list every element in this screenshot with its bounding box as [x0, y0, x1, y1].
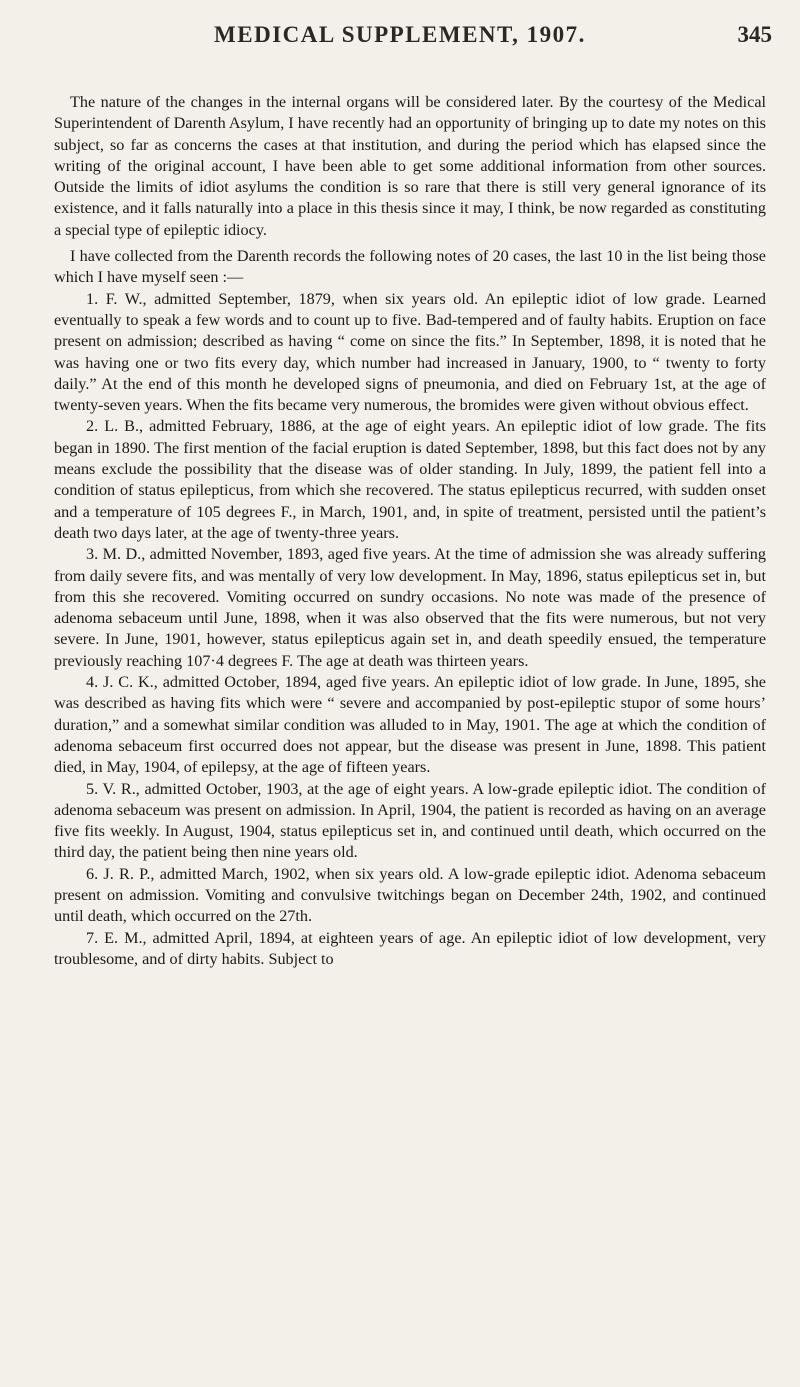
running-head: [0, 22, 800, 62]
case-entry-1: 1. F. W., admitted September, 1879, when six years old. An epileptic idiot of low grade. Learned eventually to speak a few words and to count up to five. Bad-tempered and of faulty habits. Eruption on face present on admission; described as having “ come on since the fits.” In September, 1898, it is noted that he was having one or two fits every day, which number had increased in January, 1900, to “ twenty to forty daily.” At the end of this month he developed signs of pneumonia, and died on February 1st, at the age of twenty-seven years. When the fits became very numerous, the bromides were given without obvious effect.: [54, 289, 766, 415]
paragraph-collection-note: I have collected from the Darenth records the following notes of 20 cases, the last 10 in the list being those which I have myself seen :—: [54, 247, 766, 287]
paragraph-intro: The nature of the changes in the internal organs will be considered later. By the courtesy of the Medical Superintendent of Darenth Asylum, I have recently had an opportunity of bringing up to date my notes on this subject, so far as concerns the cases at that institution, and during the period which has elapsed since the writing of the original account, I have been able to get some additional information from other sources. Outside the limits of idiot asylums the condition is so rare that there is still very general ignorance of its existence, and it falls naturally into a place in this thesis since it may, I think, be now regarded as constituting a special type of epileptic idiocy.: [54, 93, 766, 239]
body-text: [54, 92, 766, 970]
case-entry-2: 2. L. B., admitted February, 1886, at the age of eight years. An epileptic idiot of low grade. The fits began in 1890. The first mention of the facial eruption is dated September, 1898, but this fact does not by any means exclude the possibility that the disease was of older standing. In July, 1899, the patient fell into a condition of status epilepticus, from which she recovered. The status epilepticus recurred, with sudden onset and a temperature of 105 degrees F., in March, 1901, and, in spite of treatment, persisted until the patient’s death two days later, at the age of twenty-three years.: [54, 417, 766, 542]
case-entry-7: 7. E. M., admitted April, 1894, at eighteen years of age. An epileptic idiot of low development, very troublesome, and of dirty habits. Subject to: [54, 928, 766, 968]
case-entry-6: 6. J. R. P., admitted March, 1902, when six years old. A low-grade epileptic idiot. Adenoma sebaceum present on admission. Vomiting and convulsive twitchings began on December 24th, 1902, and continued until death, which occurred on the 27th.: [54, 864, 766, 926]
case-entry-3: 3. M. D., admitted November, 1893, aged five years. At the time of admission she was already suffering from daily severe fits, and was mentally of very low development. In May, 1896, status epilepticus set in, but from this she recovered. Vomiting occurred on sundry occasions. No note was made of the presence of adenoma sebaceum until June, 1898, when it was also observed that the fits were numerous, but not very severe. In June, 1901, however, status epilepticus again set in, and death speedily ensued, the temperature previously reaching 107·4 degrees F. The age at death was thirteen years.: [54, 545, 766, 670]
case-entry-4: 4. J. C. K., admitted October, 1894, aged five years. An epileptic idiot of low grade. In June, 1895, she was described as having fits which were “ severe and accompanied by post-epileptic stupor of some hours’ duration,” and a somewhat similar condition was alluded to in May, 1901. The age at which the condition of adenoma sebaceum first occurred does not appear, but the disease was present in June, 1898. This patient died, in May, 1904, of epilepsy, at the age of fifteen years.: [54, 673, 766, 777]
case-entry-5: 5. V. R., admitted October, 1903, at the age of eight years. A low-grade epileptic idiot. The condition of adenoma sebaceum was present on admission. In April, 1904, the patient is recorded as having on an average five fits weekly. In August, 1904, status epilepticus set in, and continued until death, which occurred on the third day, the patient being then nine years old.: [54, 779, 766, 862]
running-title: MEDICAL SUPPLEMENT, 1907.: [214, 22, 586, 47]
page-number: 345: [737, 22, 772, 47]
